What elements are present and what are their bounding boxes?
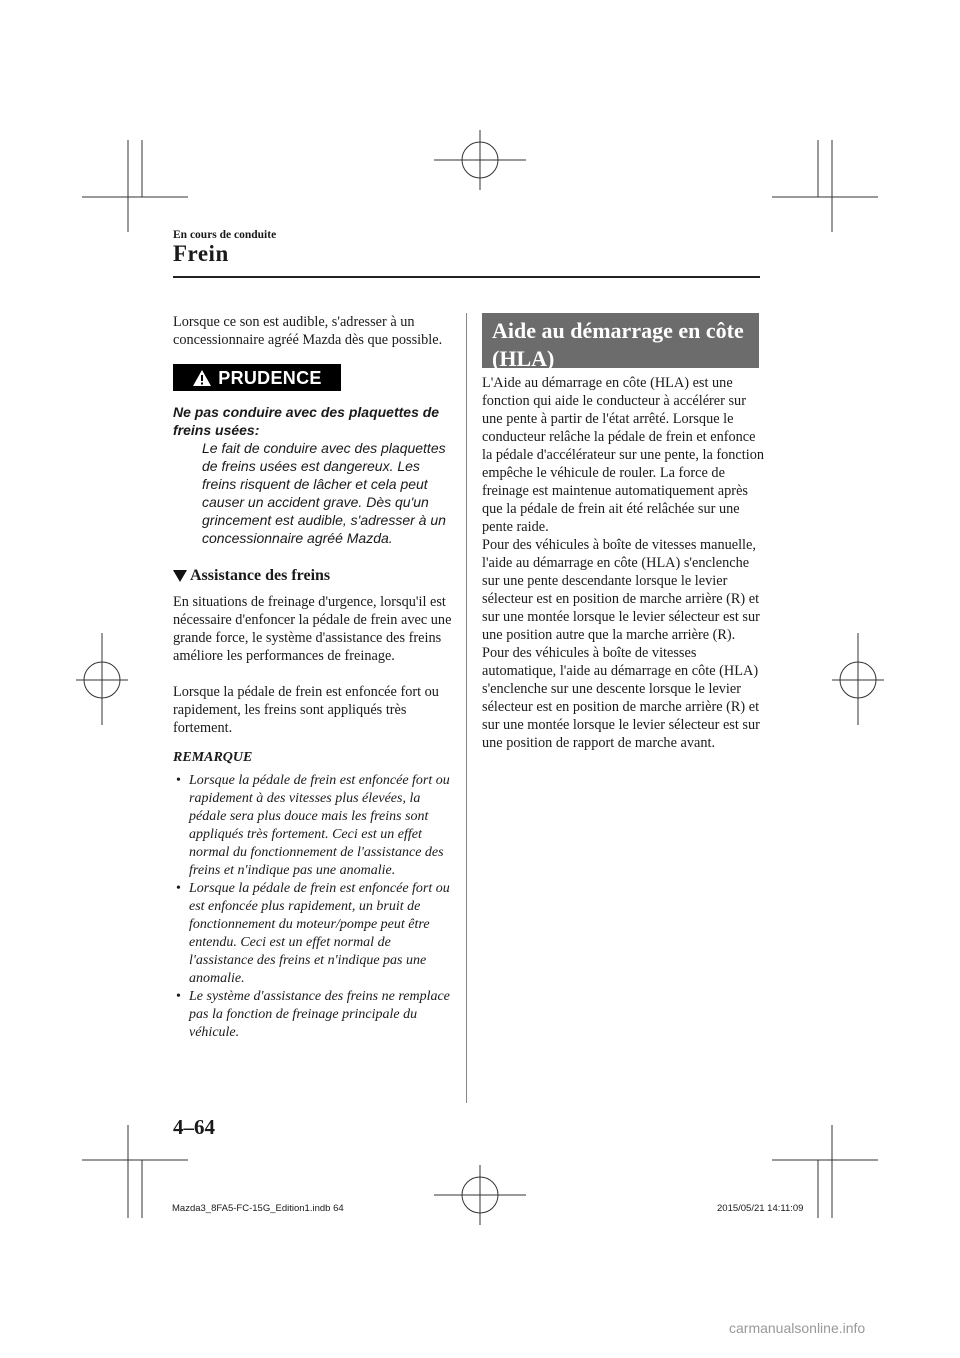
footer-file-info: Mazda3_8FA5-FC-15G_Edition1.indb 64 [172,1203,344,1214]
caution-banner [173,364,341,391]
subsection-title: Assistance des freins [190,567,331,584]
right-column [482,313,764,752]
note-list [173,772,455,1042]
page-number: 4–64 [173,1115,215,1139]
list-item: • Le système d'assistance des freins ne remplace pas la fonction de freinage principale du véhicule. [176,989,450,1040]
footer-timestamp: 2015/05/21 14:11:09 [717,1203,804,1214]
brake-assist-paragraph-1: En situations de freinage d'urgence, lorsqu'il est nécessaire d'enfoncer la pédale de frein avec une grande force, le système d'assistance des freins améliore les performances de freinage. [173,594,452,664]
note-title: REMARQUE [173,750,253,765]
list-item: • Lorsque la pédale de frein est enfoncée fort ou rapidement à des vitesses plus élevées, la pédale sera plus douce mais les freins sont appliqués très fortement. Ceci est un effet normal du fonctionnement de l'assistance des freins et n'indique pas une anomalie. [176,773,450,878]
intro-paragraph: Lorsque ce son est audible, s'adresser à un concessionnaire agréé Mazda dès que possible. [173,314,443,348]
triangle-down-icon [173,570,187,582]
page-title: Frein [173,241,229,266]
column-divider [466,313,467,1103]
section-label: En cours de conduite [173,229,277,241]
caution-heading: Ne pas conduire avec des plaquettes de freins usées: [173,404,440,438]
section-title-banner: Aide au démarrage en côte (HLA) [482,313,759,368]
warning-triangle-icon [192,369,212,387]
subsection-heading [173,567,455,585]
caution-label: PRUDENCE [218,367,322,388]
hla-description: L'Aide au démarrage en côte (HLA) est une fonction qui aide le conducteur à accélérer sur une pente à partir de l'état arrêté. Lorsque le conducteur relâche la pédale de frein et enfonce la pédale d'accélérateur sur une pente, la fonction empêche le véhicule de rouler. La force de freinage est maintenue automatiquement après que la pédale de frein ait été relâchée sur une pente raide. [482,375,765,535]
left-column [173,313,455,1042]
caution-body: Le fait de conduire avec des plaquettes de freins usées est dangereux. Les freins risquent de lâcher et cela peut causer un accident grave. Dès qu'un grincement est audible, s'adresser à un concessionnaire agréé Mazda. [202,440,446,546]
watermark: carmanualsonline.info [729,1320,866,1336]
list-item: • Lorsque la pédale de frein est enfoncée fort ou est enfoncée plus rapidement, un bruit de fonctionnement du moteur/pompe peut être entendu. Ceci est un effet normal de l'assistance des freins et n'indique pas une anomalie. [176,881,450,986]
hla-manual-paragraph: Pour des véhicules à boîte de vitesses manuelle, l'aide au démarrage en côte (HLA) s'enclenche sur une pente descendante lorsque le levier sélecteur est en position de marche arrière (R) et sur une montée lorsque le levier sélecteur est sur une position autre que la marche arrière (R). [482,537,760,643]
header-rule [173,276,760,278]
brake-assist-paragraph-2: Lorsque la pédale de frein est enfoncée fort ou rapidement, les freins sont appliqués très fortement. [173,684,439,736]
hla-automatic-paragraph: Pour des véhicules à boîte de vitesses automatique, l'aide au démarrage en côte (HLA) s'enclenche sur une descente lorsque le levier sélecteur est en position de marche arrière (R) et sur une montée lorsque le levier sélecteur est sur une position de rapport de marche avant. [482,645,760,751]
